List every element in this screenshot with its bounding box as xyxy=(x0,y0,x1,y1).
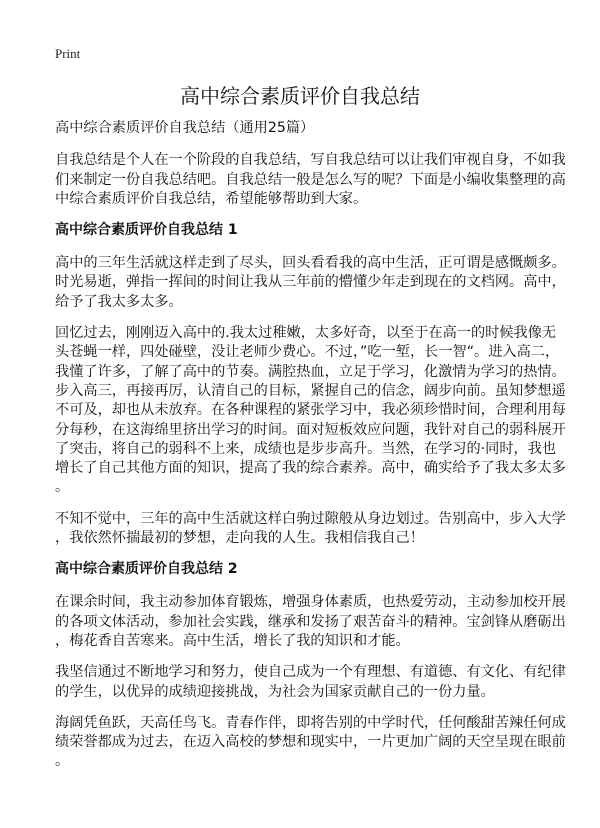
text-line: 增长了自己其他方面的知识，提高了我的综合素养。高中，确实给予了我太多太多 xyxy=(55,460,566,477)
text-line: 回忆过去，刚刚迈入高中的.我太过稚嫩，太多好奇，以至于在高一的时候我像无 xyxy=(55,325,557,342)
paragraph xyxy=(55,510,566,549)
section-heading: 高中综合素质评价自我总结 2 xyxy=(55,561,238,578)
text-line: 我坚信通过不断地学习和努力，使自己成为一个有理想、有道德、有文化、有纪律 xyxy=(55,664,566,681)
text-line: 不可及，却也从未放弃。在各种课程的紧张学习中，我必须珍惜时间，合理利用每 xyxy=(55,402,566,419)
text-line: 的学生，以优异的成绩迎接挑战，为社会为国家贡献自己的一份力量。 xyxy=(55,683,495,700)
page-title: 高中综合素质评价自我总结 xyxy=(180,84,420,108)
paragraph xyxy=(55,324,566,498)
text-line: 头苍蝇一样，四处碰壁，没让老师少费心。不过，”吃一堑，长一智“。进入高二， xyxy=(55,344,560,361)
document-subtitle: 高中综合素质评价自我总结（通用25篇） xyxy=(55,120,315,136)
section-heading: 高中综合素质评价自我总结 1 xyxy=(55,222,238,239)
intro-paragraph xyxy=(55,151,566,209)
text-line: ，梅花香自苦寒来。高中生活，增长了我的知识和才能。 xyxy=(55,632,410,649)
print-link[interactable]: Print xyxy=(55,46,81,61)
paragraph xyxy=(55,254,566,312)
text-line: 时光易逝，弹指一挥间的时间让我从三年前的懵懂少年走到现在的文档网。高中， xyxy=(55,274,566,291)
paragraph xyxy=(55,663,566,702)
text-line: 的各项文体活动，参加社会实践，继承和发扬了艰苦奋斗的精神。宝剑锋从磨砺出 xyxy=(55,613,566,630)
paragraph xyxy=(55,593,566,651)
text-line: 不知不觉中，三年的高中生活就这样白驹过隙般从身边划过。告别高中，步入大学 xyxy=(55,510,566,527)
text-line: 我懂了许多，了解了高中的节奏。满腔热血，立足于学习，化激情为学习的热情。 xyxy=(55,363,566,380)
text-line: 中综合素质评价自我总结，希望能够帮助到大家。 xyxy=(55,190,368,207)
text-line: 。 xyxy=(55,753,70,770)
text-line: 分每秒，在这海绵里挤出学习的时间。面对短板效应问题，我针对自己的弱科展开 xyxy=(55,421,566,438)
text-line: 绩荣誉都成为过去，在迈入高校的梦想和现实中，一片更加广阔的天空呈现在眼前 xyxy=(55,734,566,751)
text-line: 步入高三，再接再厉，认清自己的目标，紧握自己的信念，阔步向前。虽知梦想遥 xyxy=(55,382,566,399)
document-body xyxy=(55,119,566,784)
text-line: 在课余时间，我主动参加体育锻炼，增强身体素质，也热爱劳动，主动参加校开展 xyxy=(55,594,566,611)
text-line: 。 xyxy=(55,479,70,496)
text-line: 们来制定一份自我总结吧。自我总结一般是怎么写的呢？下面是小编收集整理的高 xyxy=(55,171,566,188)
text-line: 了突击，将自己的弱科不上来，成绩也是步步高升。当然，在学习的·同时，我也 xyxy=(55,440,557,457)
text-line: 高中的三年生活就这样走到了尽头，回头看看我的高中生活，正可谓是感慨颇多。 xyxy=(55,255,566,272)
paragraph xyxy=(55,714,566,772)
text-line: 自我总结是个人在一个阶段的自我总结，写自我总结可以让我们审视自身，不如我 xyxy=(55,152,566,169)
text-line: 给予了我太多太多。 xyxy=(55,293,183,310)
text-line: ，我依然怀揣最初的梦想，走向我的人生。我相信我自己！ xyxy=(55,530,424,547)
text-line: 海阔凭鱼跃，天高任鸟飞。青春作伴，即将告别的中学时代，任何酸甜苦辣任何成 xyxy=(55,714,566,731)
